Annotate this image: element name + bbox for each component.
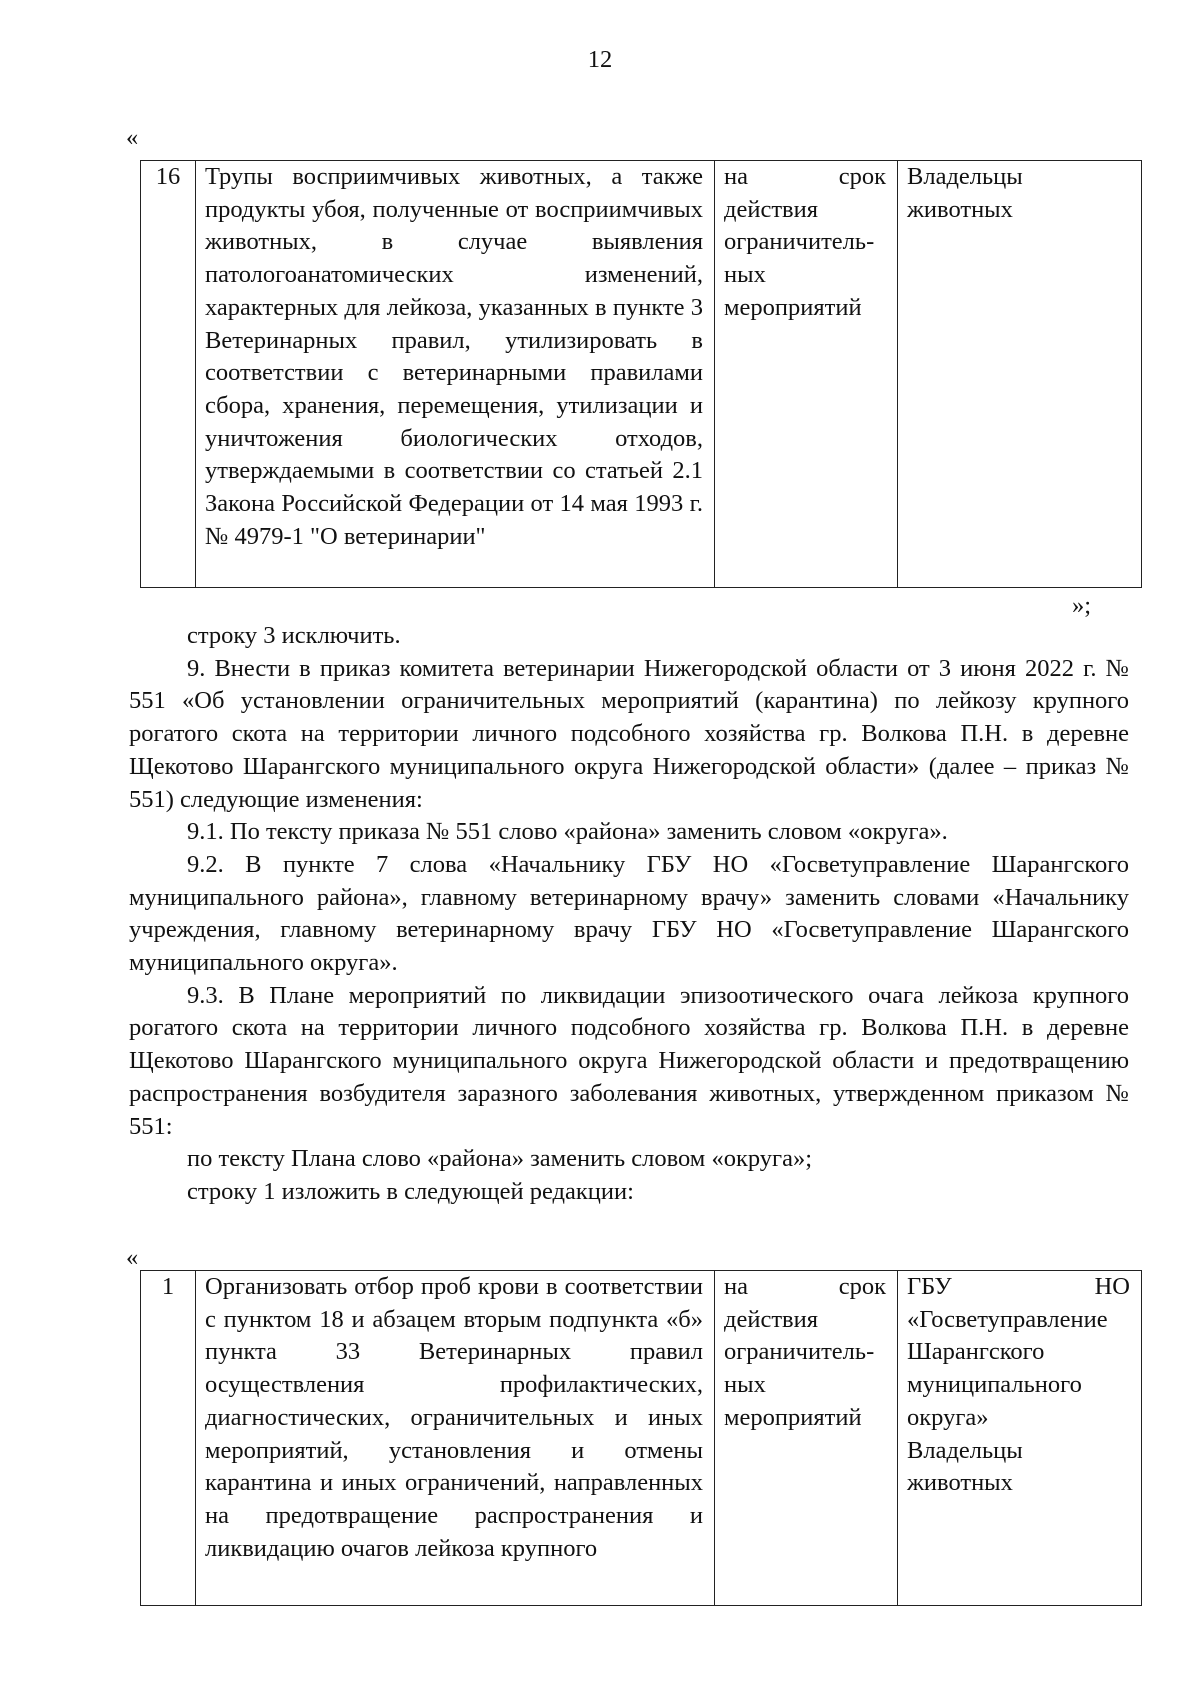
document-body (129, 620, 1129, 1209)
paragraph-item-9-1: 9.1. По тексту приказа № 551 слово «района» заменить словом «округа». (187, 818, 948, 846)
responsible-org: ГБУ НО «Госветуправление Шарангского муниципального округа» (907, 1273, 1130, 1431)
paragraph-row-1-edit: строку 1 изложить в следующей редакции: (187, 1177, 634, 1205)
opening-quote-mark-2: « (126, 1244, 139, 1271)
table-row (141, 161, 1142, 588)
responsible-owners: Владельцы животных (907, 1436, 1023, 1497)
measure-description-cell: Организовать отбор проб крови в соответствии с пунктом 18 и абзацем вторым подпункта «б» пункта 33 Ветеринарных правил осуществления профилактических, диагностических, ограничительных и иных мероприятий, установления и отмены карантина и иных ограничений, направленных на предотвращение распространения и ликвидацию очагов лейкоза крупного (196, 1271, 715, 1606)
opening-quote-mark: « (126, 124, 139, 151)
responsible-cell (898, 1271, 1142, 1606)
responsible-cell: Владельцы животных (898, 161, 1142, 588)
paragraph-replace-word: по тексту Плана слово «района» заменить словом «округа»; (187, 1145, 813, 1173)
paragraph-item-9: 9. Внести в приказ комитета ветеринарии Нижегородской области от 3 июня 2022 г. № 551 «Об установлении ограничительных мероприятий (карантина) по лейкозу крупного рогатого скота на территории личного подсобного хозяйства гр. Волкова П.Н. в деревне Щекотово Шарангского муниципального округа Нижегородской области» (далее – приказ № 551) следующие изменения: (129, 654, 1129, 813)
row-number-cell: 1 (141, 1271, 196, 1606)
paragraph-item-9-2: 9.2. В пункте 7 слова «Начальнику ГБУ НО «Госветуправление Шарангского муниципального района», главному ветеринарному врачу» заменить словами «Начальнику учреждения, главному ветеринарному врачу ГБУ НО «Госветуправление Шарангского муниципального округа». (129, 850, 1129, 977)
amendment-table-row-1 (140, 1270, 1142, 1606)
measure-description-cell: Трупы восприимчивых животных, а также продукты убоя, полученные от восприимчивых животных, в случае выявления патологоанатомических изменений, характерных для лейкоза, указанных в пункте 3 Ветеринарных правил, утилизировать в соответствии с ветеринарными правилами сбора, хранения, перемещения, утилизации и уничтожения биологических отходов, утверждаемыми в соответствии со статьей 2.1 Закона Российской Федерации от 14 мая 1993 г. № 4979-1 "О ветеринарии" (196, 161, 715, 588)
closing-quote-mark: »; (1072, 592, 1092, 619)
page-number: 12 (587, 46, 613, 73)
amendment-table-row-16 (140, 160, 1142, 588)
paragraph-strike-row: строку 3 исключить. (187, 622, 401, 649)
table-row (141, 1271, 1142, 1606)
term-cell: на срок действия ограничительных мероприятий (715, 161, 898, 588)
row-number-cell: 16 (141, 161, 196, 588)
term-cell: на срок действия ограничительных мероприятий (715, 1271, 898, 1606)
paragraph-item-9-3: 9.3. В Плане мероприятий по ликвидации эпизоотического очага лейкоза крупного рогатого скота на территории личного подсобного хозяйства гр. Волкова П.Н. в деревне Щекотово Шарангского муниципального округа Нижегородской области и предотвращению распространения возбудителя заразного заболевания животных, утвержденном приказом № 551: (129, 981, 1129, 1140)
